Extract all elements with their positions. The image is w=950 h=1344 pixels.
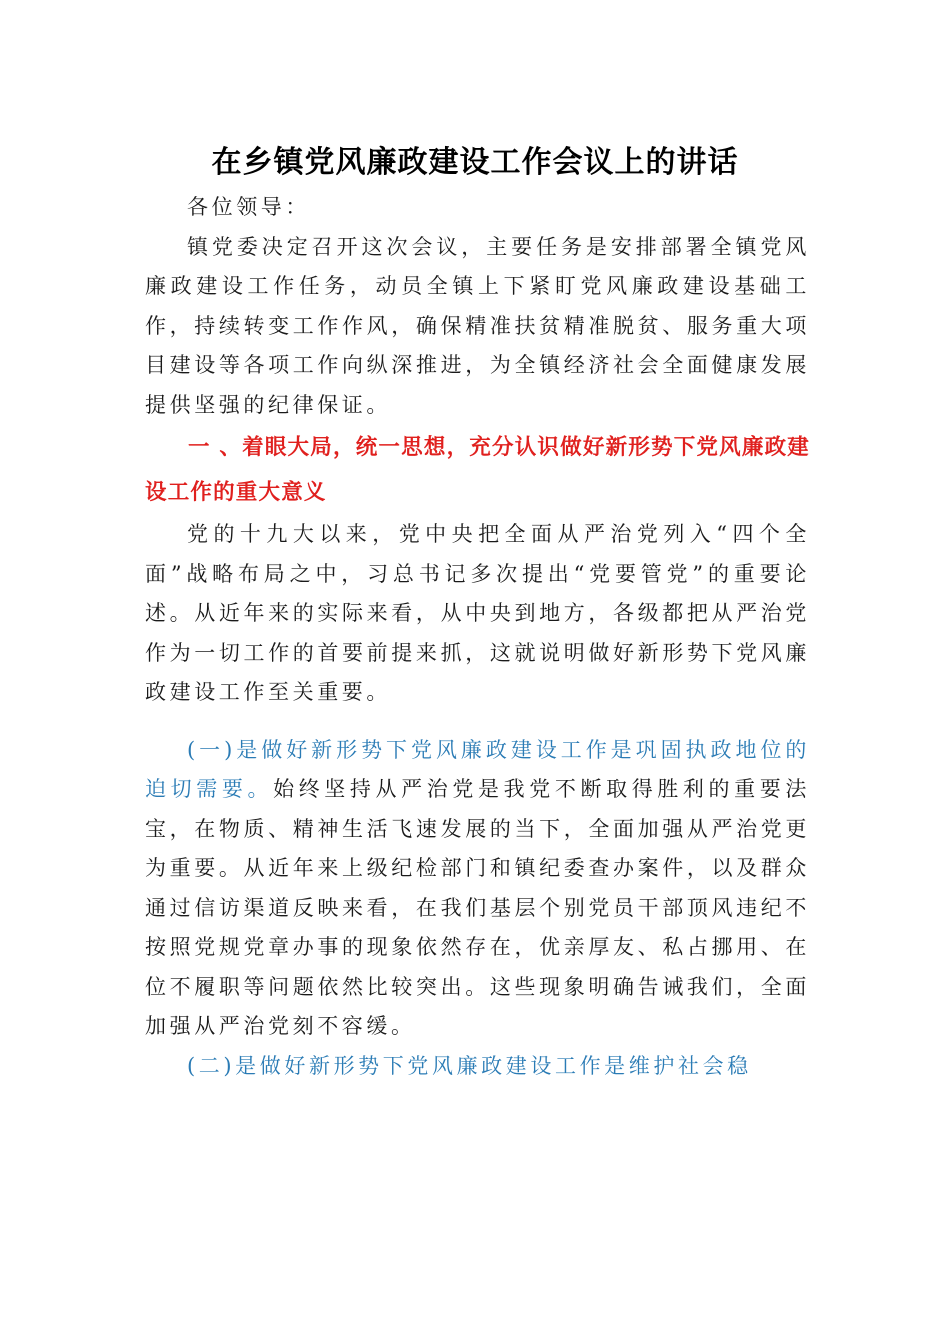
document-title: 在乡镇党风廉政建设工作会议上的讲话: [211, 145, 739, 180]
section-1-paragraph: 党的十九大以来，党中央把全面从严治党列入“四个全面”战略布局之中，习总书记多次提出“党要管党”的重要论述。从近年来的实际来看，从中央到地方，各级都把从严治党作为一切工作的首要前提来抓，这就说明做好新形势下党风廉政建设工作至关重要。: [145, 522, 810, 704]
document-body: [145, 188, 810, 1086]
subsection-1-heading: (一)是做好新形势下党风廉政建设工作是巩固执政地位的迫切需要。: [145, 737, 810, 801]
subsection-1-paragraph: [145, 731, 810, 1047]
subsection-1-text: 始终坚持从严治党是我党不断取得胜利的重要法宝，在物质、精神生活飞速发展的当下，全面加强从严治党更为重要。从近年来上级纪检部门和镇纪委查办案件，以及群众通过信访渠道反映来看，在我们基层个别党员干部顶风违纪不按照党规党章办事的现象依然存在，优亲厚友、私占挪用、在位不履职等问题依然比较突出。这些现象明确告诫我们，全面加强从严治党刻不容缓。: [145, 777, 810, 1038]
subsection-2-paragraph: [145, 1047, 810, 1087]
intro-paragraph: 镇党委决定召开这次会议，主要任务是安排部署全镇党风廉政建设工作任务，动员全镇上下紧盯党风廉政建设基础工作，持续转变工作作风，确保精准扶贫精准脱贫、服务重大项目建设等各项工作向纵深推进，为全镇经济社会全面健康发展提供坚强的纪律保证。: [145, 234, 810, 417]
subsection-2-heading: (二)是做好新形势下党风廉政建设工作是维护社会稳: [187, 1053, 752, 1078]
section-1-heading: 一 、着眼大局，统一思想，充分认识做好新形势下党风廉政建设工作的重大意义: [145, 435, 810, 505]
salutation: 各位领导：: [187, 195, 310, 219]
